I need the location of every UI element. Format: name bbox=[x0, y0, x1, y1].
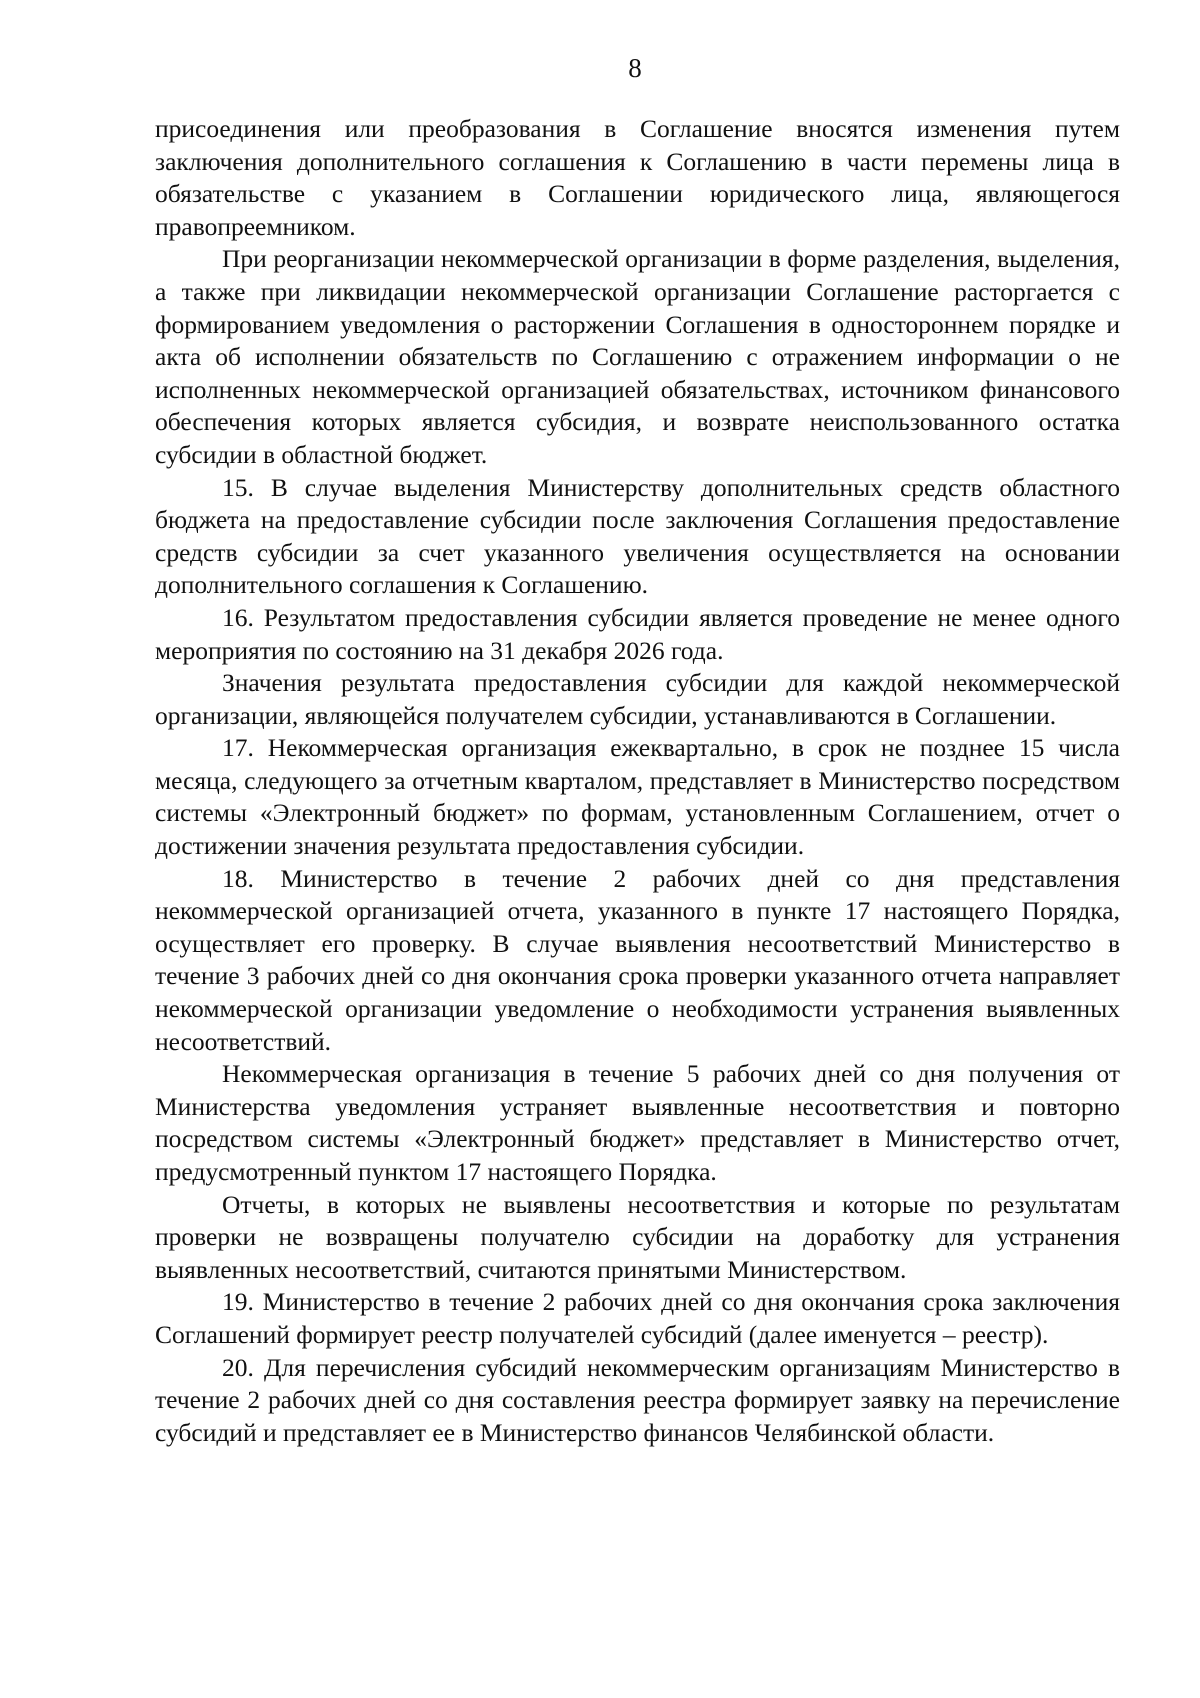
paragraph-item-20: 20. Для перечисления субсидий некоммерческим организациям Министерство в течение 2 рабочих дней со дня составления реестра формирует заявку на перечисление субсидий и представляет ее в Министерство финансов Челябинской области. bbox=[155, 1352, 1120, 1447]
paragraph-accepted-reports: Отчеты, в которых не выявлены несоответствия и которые по результатам проверки не возвращены получателю субсидии на доработку для устранения выявленных несоответствий, считаются принятыми Министерством. bbox=[155, 1189, 1120, 1284]
document-body bbox=[155, 113, 1120, 1449]
paragraph-reorganization: При реорганизации некоммерческой организации в форме разделения, выделения, а также при ликвидации некоммерческой организации Соглашение расторгается с формированием уведомления о расторжении Соглашения в одностороннем порядке и акта об исполнении обязательств по Соглашению с отражением информации о не исполненных некоммерческой организацией обязательствах, источником финансового обеспечения которых является субсидия, и возврате неиспользованного остатка субсидии в областной бюджет. bbox=[155, 244, 1120, 469]
paragraph-result-values: Значения результата предоставления субсидии для каждой некоммерческой организации, являющейся получателем субсидии, устанавливаются в Соглашении. bbox=[155, 668, 1120, 730]
paragraph-item-18: 18. Министерство в течение 2 рабочих дней со дня представления некоммерческой организацией отчета, указанного в пункте 17 настоящего Порядка, осуществляет его проверку. В случае выявления несоответствий Министерство в течение 3 рабочих дней со дня окончания срока проверки указанного отчета направляет некоммерческой организации уведомление о необходимости устранения выявленных несоответствий. bbox=[155, 863, 1120, 1056]
paragraph-correction: Некоммерческая организация в течение 5 рабочих дней со дня получения от Министерства уведомления устраняет выявленные несоответствия и повторно посредством системы «Электронный бюджет» представляет в Министерство отчет, предусмотренный пунктом 17 настоящего Порядка. bbox=[155, 1059, 1120, 1186]
paragraph-item-16: 16. Результатом предоставления субсидии является проведение не менее одного мероприятия по состоянию на 31 декабря 2026 года. bbox=[155, 602, 1120, 665]
paragraph-item-19: 19. Министерство в течение 2 рабочих дней со дня окончания срока заключения Соглашений формирует реестр получателей субсидий (далее именуется – реестр). bbox=[155, 1287, 1120, 1349]
paragraph-item-15: 15. В случае выделения Министерству дополнительных средств областного бюджета на предоставление субсидии после заключения Соглашения предоставление средств субсидии за счет указанного увеличения осуществляется на основании дополнительного соглашения к Соглашению. bbox=[155, 472, 1120, 600]
paragraph-continuation: присоединения или преобразования в Соглашение вносятся изменения путем заключения дополнительного соглашения к Соглашению в части перемены лица в обязательстве с указанием в Соглашении юридического лица, являющегося правопреемником. bbox=[155, 114, 1120, 241]
paragraph-item-17: 17. Некоммерческая организация ежеквартально, в срок не позднее 15 числа месяца, следующего за отчетным кварталом, представляет в Министерство посредством системы «Электронный бюджет» по формам, установленным Соглашением, отчет о достижении значения результата предоставления субсидии. bbox=[155, 733, 1120, 861]
page-number: 8 bbox=[628, 53, 642, 83]
